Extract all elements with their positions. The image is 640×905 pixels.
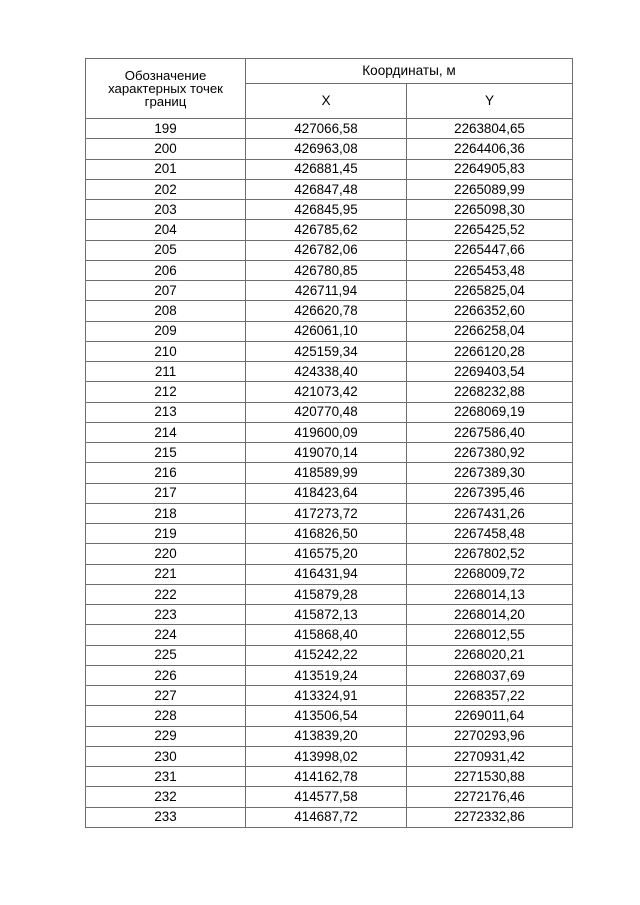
table-row bbox=[86, 787, 573, 807]
table-row bbox=[86, 746, 573, 766]
y-cell: 2270931,42 bbox=[407, 746, 573, 766]
y-cell: 2268232,88 bbox=[407, 382, 573, 402]
y-cell: 2272332,86 bbox=[407, 807, 573, 827]
table-row bbox=[86, 584, 573, 604]
table-header bbox=[86, 59, 573, 119]
point-cell: 210 bbox=[86, 341, 246, 361]
y-cell: 2263804,65 bbox=[407, 119, 573, 139]
x-cell: 426881,45 bbox=[246, 159, 407, 179]
table-row bbox=[86, 402, 573, 422]
x-cell: 421073,42 bbox=[246, 382, 407, 402]
x-cell: 424338,40 bbox=[246, 362, 407, 382]
y-cell: 2264406,36 bbox=[407, 139, 573, 159]
point-designation-header: Обозначение характерных точек границ bbox=[86, 59, 246, 119]
y-cell: 2265425,52 bbox=[407, 220, 573, 240]
x-cell: 426061,10 bbox=[246, 321, 407, 341]
table-row bbox=[86, 341, 573, 361]
point-cell: 207 bbox=[86, 281, 246, 301]
y-cell: 2267389,30 bbox=[407, 463, 573, 483]
x-cell: 413839,20 bbox=[246, 726, 407, 746]
y-cell: 2268014,20 bbox=[407, 605, 573, 625]
point-cell: 209 bbox=[86, 321, 246, 341]
point-cell: 206 bbox=[86, 260, 246, 280]
y-cell: 2264905,83 bbox=[407, 159, 573, 179]
table-row bbox=[86, 139, 573, 159]
y-cell: 2268357,22 bbox=[407, 686, 573, 706]
point-cell: 208 bbox=[86, 301, 246, 321]
y-cell: 2267802,52 bbox=[407, 544, 573, 564]
y-cell: 2266120,28 bbox=[407, 341, 573, 361]
table-row bbox=[86, 281, 573, 301]
x-cell: 416431,94 bbox=[246, 564, 407, 584]
x-cell: 414162,78 bbox=[246, 767, 407, 787]
x-cell: 418589,99 bbox=[246, 463, 407, 483]
table-row bbox=[86, 179, 573, 199]
point-cell: 201 bbox=[86, 159, 246, 179]
x-cell: 417273,72 bbox=[246, 503, 407, 523]
x-cell: 415868,40 bbox=[246, 625, 407, 645]
table-row bbox=[86, 200, 573, 220]
y-cell: 2265447,66 bbox=[407, 240, 573, 260]
point-cell: 216 bbox=[86, 463, 246, 483]
point-cell: 222 bbox=[86, 584, 246, 604]
point-cell: 230 bbox=[86, 746, 246, 766]
point-cell: 203 bbox=[86, 200, 246, 220]
point-cell: 202 bbox=[86, 179, 246, 199]
table-row bbox=[86, 321, 573, 341]
point-cell: 220 bbox=[86, 544, 246, 564]
coordinates-table bbox=[85, 58, 573, 828]
point-cell: 232 bbox=[86, 787, 246, 807]
table-row bbox=[86, 382, 573, 402]
x-cell: 415879,28 bbox=[246, 584, 407, 604]
point-cell: 226 bbox=[86, 665, 246, 685]
y-cell: 2265089,99 bbox=[407, 179, 573, 199]
table-row bbox=[86, 605, 573, 625]
table-row bbox=[86, 443, 573, 463]
point-cell: 228 bbox=[86, 706, 246, 726]
table-row bbox=[86, 706, 573, 726]
table-row bbox=[86, 240, 573, 260]
table-body bbox=[86, 119, 573, 828]
y-cell: 2265453,48 bbox=[407, 260, 573, 280]
y-cell: 2269403,54 bbox=[407, 362, 573, 382]
y-column-header: Y bbox=[407, 84, 573, 119]
y-cell: 2268014,13 bbox=[407, 584, 573, 604]
x-cell: 426845,95 bbox=[246, 200, 407, 220]
x-cell: 427066,58 bbox=[246, 119, 407, 139]
x-cell: 418423,64 bbox=[246, 483, 407, 503]
table-row bbox=[86, 119, 573, 139]
x-cell: 425159,34 bbox=[246, 341, 407, 361]
x-cell: 426782,06 bbox=[246, 240, 407, 260]
x-cell: 413324,91 bbox=[246, 686, 407, 706]
point-cell: 212 bbox=[86, 382, 246, 402]
x-column-header: X bbox=[246, 84, 407, 119]
table-row bbox=[86, 665, 573, 685]
x-cell: 416575,20 bbox=[246, 544, 407, 564]
y-cell: 2270293,96 bbox=[407, 726, 573, 746]
point-cell: 205 bbox=[86, 240, 246, 260]
x-cell: 419070,14 bbox=[246, 443, 407, 463]
table-row bbox=[86, 767, 573, 787]
table-row bbox=[86, 645, 573, 665]
table-row bbox=[86, 686, 573, 706]
x-cell: 426963,08 bbox=[246, 139, 407, 159]
y-cell: 2267380,92 bbox=[407, 443, 573, 463]
x-cell: 414577,58 bbox=[246, 787, 407, 807]
y-cell: 2266352,60 bbox=[407, 301, 573, 321]
x-cell: 419600,09 bbox=[246, 422, 407, 442]
y-cell: 2268037,69 bbox=[407, 665, 573, 685]
x-cell: 426785,62 bbox=[246, 220, 407, 240]
point-cell: 213 bbox=[86, 402, 246, 422]
x-cell: 416826,50 bbox=[246, 524, 407, 544]
y-cell: 2268069,19 bbox=[407, 402, 573, 422]
x-cell: 420770,48 bbox=[246, 402, 407, 422]
y-cell: 2268012,55 bbox=[407, 625, 573, 645]
x-cell: 426711,94 bbox=[246, 281, 407, 301]
table-row bbox=[86, 362, 573, 382]
point-cell: 225 bbox=[86, 645, 246, 665]
point-cell: 215 bbox=[86, 443, 246, 463]
y-cell: 2267586,40 bbox=[407, 422, 573, 442]
point-cell: 231 bbox=[86, 767, 246, 787]
table-row bbox=[86, 807, 573, 827]
y-cell: 2267458,48 bbox=[407, 524, 573, 544]
table-row bbox=[86, 564, 573, 584]
table-row bbox=[86, 220, 573, 240]
table-row bbox=[86, 422, 573, 442]
point-cell: 199 bbox=[86, 119, 246, 139]
point-cell: 233 bbox=[86, 807, 246, 827]
table-row bbox=[86, 726, 573, 746]
y-cell: 2265098,30 bbox=[407, 200, 573, 220]
point-cell: 218 bbox=[86, 503, 246, 523]
point-cell: 204 bbox=[86, 220, 246, 240]
y-cell: 2269011,64 bbox=[407, 706, 573, 726]
x-cell: 413506,54 bbox=[246, 706, 407, 726]
x-cell: 426620,78 bbox=[246, 301, 407, 321]
point-cell: 214 bbox=[86, 422, 246, 442]
table-row bbox=[86, 524, 573, 544]
point-cell: 221 bbox=[86, 564, 246, 584]
coordinates-header: Координаты, м bbox=[246, 59, 573, 84]
point-cell: 229 bbox=[86, 726, 246, 746]
x-cell: 413998,02 bbox=[246, 746, 407, 766]
y-cell: 2268009,72 bbox=[407, 564, 573, 584]
point-cell: 219 bbox=[86, 524, 246, 544]
table-row bbox=[86, 159, 573, 179]
point-cell: 200 bbox=[86, 139, 246, 159]
table-row bbox=[86, 260, 573, 280]
point-cell: 217 bbox=[86, 483, 246, 503]
x-cell: 413519,24 bbox=[246, 665, 407, 685]
point-cell: 223 bbox=[86, 605, 246, 625]
x-cell: 414687,72 bbox=[246, 807, 407, 827]
y-cell: 2272176,46 bbox=[407, 787, 573, 807]
y-cell: 2267395,46 bbox=[407, 483, 573, 503]
table-row bbox=[86, 625, 573, 645]
y-cell: 2265825,04 bbox=[407, 281, 573, 301]
x-cell: 415242,22 bbox=[246, 645, 407, 665]
y-cell: 2271530,88 bbox=[407, 767, 573, 787]
table-row bbox=[86, 503, 573, 523]
table-row bbox=[86, 301, 573, 321]
y-cell: 2268020,21 bbox=[407, 645, 573, 665]
x-cell: 426780,85 bbox=[246, 260, 407, 280]
y-cell: 2266258,04 bbox=[407, 321, 573, 341]
table-row bbox=[86, 483, 573, 503]
table-row bbox=[86, 463, 573, 483]
point-cell: 227 bbox=[86, 686, 246, 706]
x-cell: 415872,13 bbox=[246, 605, 407, 625]
point-cell: 211 bbox=[86, 362, 246, 382]
table-row bbox=[86, 544, 573, 564]
point-cell: 224 bbox=[86, 625, 246, 645]
x-cell: 426847,48 bbox=[246, 179, 407, 199]
y-cell: 2267431,26 bbox=[407, 503, 573, 523]
